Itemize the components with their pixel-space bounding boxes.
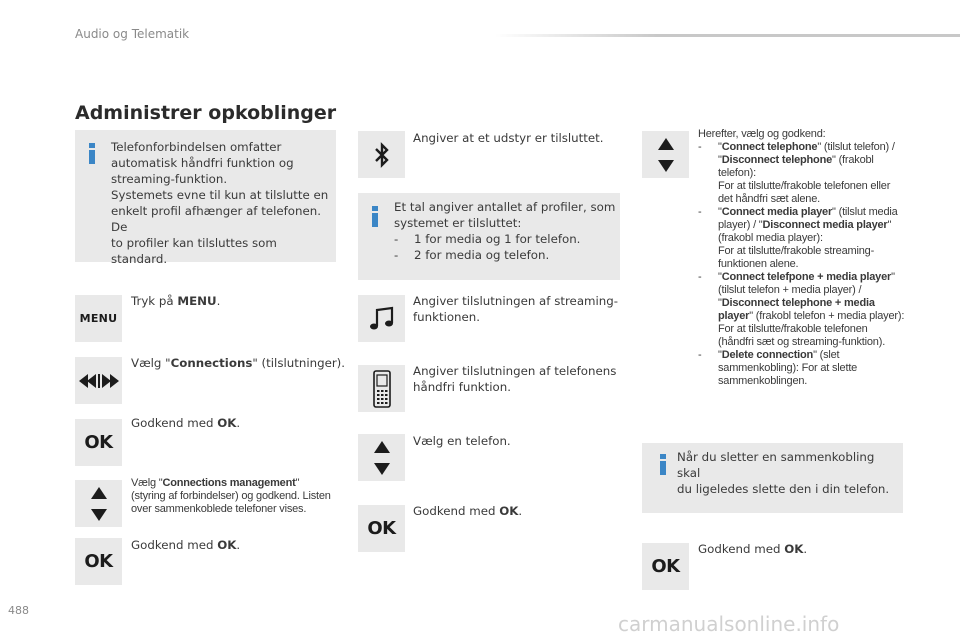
option-connect-telephone: - "Connect telephone" (tilslut telefon) / "Disconnect telephone" (frakobl telefon): For at tilslutte/frakoble telefonen eller det håndfri sæt alene. [698,141,895,205]
up-down-arrows-icon [642,131,689,178]
menu-button-icon: MENU [75,295,122,342]
watermark: carmanualsonline.info [618,612,840,636]
ok-button-icon: OK [358,505,405,552]
section-header: Audio og Telematik [75,27,190,41]
music-note-icon [358,295,405,342]
info-text-line: streaming-funktion. [111,172,228,186]
left-right-arrows-icon [75,357,122,404]
streaming-description: Angiver tilslutningen af streaming- funktionen. [413,294,619,324]
bluetooth-icon [358,131,405,178]
info-box-profiles [75,130,336,266]
info-text-line: to profiler kan tilsluttes som standard. [111,236,277,266]
info-text-line: Telefonforbindelsen omfatter [111,140,282,154]
phone-description: Angiver tilslutningen af telefonens håndfri funktion. [413,364,617,394]
info-icon [660,454,666,475]
connection-options-list: Herefter, vælg og godkend: - "Connect telephone" (tilslut telefon) / "Disconnect telephone" (frakobl telefon): For at tilslutte/frakoble telefonen eller det håndfri sæt alene. - "Connect media player" (tilslut media player) / "Disconnect media player" (frakobl media player): For at tilslutte/frakoble streaming- funktionen alene. - "Connect telefpone + media player" (tilslut telefon + media player) / "Disconnect telephone + media player" (frakobl telefon + media player): For at tilslutte/frakoble telefonen (håndfri sæt og streaming-funktion). - "Delete connection" (slet sammenkobling): For at slette sammenkoblingen. [698,128,910,388]
step-confirm-ok: Godkend med OK. [698,542,808,556]
info-box-delete: Når du sletter en sammenkobling skal du ligeledes slette den i din telefon. [642,443,903,513]
step-select-connections: Vælg "Connections" (tilslutninger). [131,356,346,370]
step-press-menu: Tryk på MENU. [131,294,221,308]
info-icon [89,143,95,164]
step-confirm-ok: Godkend med OK. [131,416,241,430]
bluetooth-description: Angiver at et udstyr er tilsluttet. [413,131,604,145]
info-text-line: Systemets evne til kun at tilslutte en [111,188,329,202]
page-title: Administrer opkoblinger [75,102,337,124]
step-confirm-ok: Godkend med OK. [413,504,523,518]
option-connect-telephone-media: - "Connect telefpone + media player" (tilslut telefon + media player) / "Disconnect telephone + media player" (frakobl telefon + media player): For at tilslutte/frakoble telefonen (håndfri sæt og streaming-funktion). [698,271,905,348]
ok-button-icon: OK [75,419,122,466]
up-down-arrows-icon [358,434,405,481]
header-rule [495,34,960,37]
info-text-line: automatisk håndfri funktion og [111,156,294,170]
info-box-profile-count: Et tal angiver antallet af profiler, som systemet er tilsluttet: - 1 for media og 1 for telefon. - 2 for media og telefon. [358,193,620,280]
info-icon [372,206,378,227]
step-select-phone: Vælg en telefon. [413,434,511,448]
ok-button-icon: OK [75,538,122,585]
info-text-line: enkelt profil afhænger af telefonen. De [111,204,321,234]
phone-handsfree-icon [358,365,405,412]
ok-button-icon: OK [642,543,689,590]
step-confirm-ok: Godkend med OK. [131,538,241,552]
option-delete-connection: - "Delete connection" (slet sammenkobling): For at slette sammenkoblingen. [698,349,858,387]
page-number: 488 [8,604,29,617]
up-down-arrows-icon [75,480,122,527]
step-connections-management: Vælg "Connections management" (styring af forbindelser) og godkend. Listen over sammenkoblede telefoner vises. [131,477,331,515]
option-connect-media-player: - "Connect media player" (tilslut media player) / "Disconnect media player" (frakobl media player): For at tilslutte/frakoble streaming- funktionen alene. [698,206,898,270]
